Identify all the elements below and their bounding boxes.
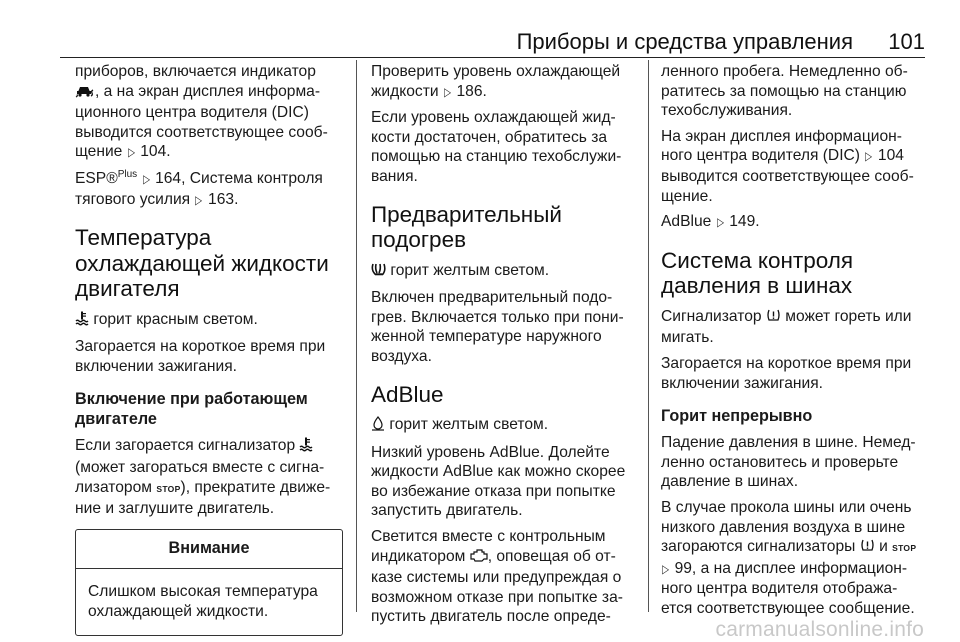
coolant-temperature-icon [299, 437, 313, 458]
column-divider [648, 60, 649, 612]
section-heading: Система контроля давления в шинах [661, 247, 854, 299]
warning-title: Внимание [76, 530, 342, 570]
reference-arrow-icon: ▷ [444, 84, 451, 99]
paragraph: горит желтым светом. [371, 415, 639, 437]
column-divider [356, 60, 357, 612]
check-engine-icon [470, 549, 488, 569]
column-2 [371, 62, 639, 633]
page-reference-link[interactable]: 149. [729, 213, 760, 231]
paragraph: На экран дисплея информацион- ного центра водителя (DIC) ▷ 104 выводится соответствующее сооб- щение. [661, 127, 914, 205]
subsection-heading: Горит непрерывно [661, 407, 813, 426]
paragraph: горит желтым светом. [371, 261, 639, 283]
paragraph: Светится вместе с контрольным индикатором , оповещая об от- казе системы или предупреждая о возможном отказе при попытке за- пустить двигатель после опреде- [371, 528, 623, 626]
paragraph: ленного пробега. Немедленно об- ратитесь за помощью на станцию техобслуживания. [661, 63, 908, 120]
stop-indicator-icon: STOP [892, 543, 917, 554]
paragraph: Проверить уровень охлаждающей жидкости ▷ 186. [371, 62, 639, 102]
paragraph: Если загорается сигнализатор (может загораться вместе с сигна- лизатором STOP), прекратите движе- ние и заглушите двигатель. [75, 437, 331, 518]
paragraph: горит красным светом. [75, 310, 343, 332]
car-skid-icon [75, 83, 95, 104]
page-reference-link[interactable]: 99, а на дисплее информацион- [674, 559, 908, 577]
paragraph: Сигнализатор может гореть или мигать. [661, 307, 912, 347]
page-number: 101 [888, 29, 925, 54]
page-reference-link[interactable]: 163. [208, 190, 239, 208]
page-reference-link[interactable]: 104. [140, 143, 171, 161]
paragraph: Загорается на короткое время при включении зажигания. [661, 354, 912, 392]
tire-pressure-icon [766, 308, 781, 329]
column-1 [75, 62, 343, 636]
section-heading: Предварительный подогрев [371, 201, 562, 253]
adblue-icon [371, 416, 385, 437]
tire-pressure-icon [860, 538, 875, 559]
paragraph: Низкий уровень AdBlue. Долейте жидкости AdBlue как можно скорее во избежание отказа при попытке запустить двигатель. [371, 443, 626, 520]
watermark: carmanualsonline.info [715, 618, 924, 641]
page-reference-link[interactable]: 104 [877, 147, 904, 165]
stop-indicator-icon: STOP [156, 483, 181, 494]
page-reference-link[interactable]: 186. [456, 82, 487, 100]
glow-plug-icon [371, 262, 386, 283]
paragraph: Загорается на короткое время при включении зажигания. [75, 338, 326, 375]
paragraph: Падение давления в шине. Немед- ленно остановитесь и проверьте давление в шинах. [661, 434, 916, 491]
section-heading: Температура охлаждающей жидкости двигателя [75, 225, 329, 302]
warning-text: Слишком высокая температура охлаждающей жидкости. [88, 583, 318, 620]
reference-arrow-icon: ▷ [662, 561, 670, 576]
subsection-heading: Включение при работающем двигателе [75, 390, 308, 429]
reference-arrow-icon: ▷ [865, 149, 873, 164]
page-title: Приборы и средства управления [516, 29, 853, 54]
reference-arrow-icon: ▷ [127, 145, 135, 160]
paragraph: AdBlue ▷ 149. [661, 212, 933, 233]
page-header [60, 28, 925, 58]
section-heading: AdBlue [371, 381, 444, 407]
paragraph: Включен предварительный подо- грев. Включается только при пони- женной температуре наружного воздуха. [371, 289, 624, 365]
page-reference-link[interactable]: 164, Система контроля [155, 169, 323, 187]
warning-box [75, 529, 343, 636]
reference-arrow-icon: ▷ [716, 215, 724, 230]
paragraph: Если уровень охлаждающей жид- кости достаточен, обратитесь за помощью на станцию техобслужи- вания. [371, 109, 622, 185]
column-3 [661, 62, 933, 624]
paragraph: ESP®$^{Plus}$ ▷ 164, Система контроля тягового усилия ▷ 163. [75, 169, 343, 210]
paragraph: В случае прокола шины или очень низкого давления воздуха в шине загораются сигнализаторы и STOP ▷ 99, а на дисплее информацион- ного центра водителя отобража- ется соответствующее сообщение. [661, 498, 917, 617]
paragraph: приборов, включается индикатор , а на экран дисплея информа- ционного центра водителя (DIC) выводится соответствующее сооб- щение ▷ 104. [75, 62, 343, 163]
reference-arrow-icon: ▷ [142, 171, 150, 186]
coolant-temperature-icon [75, 311, 89, 332]
reference-arrow-icon: ▷ [195, 192, 203, 207]
